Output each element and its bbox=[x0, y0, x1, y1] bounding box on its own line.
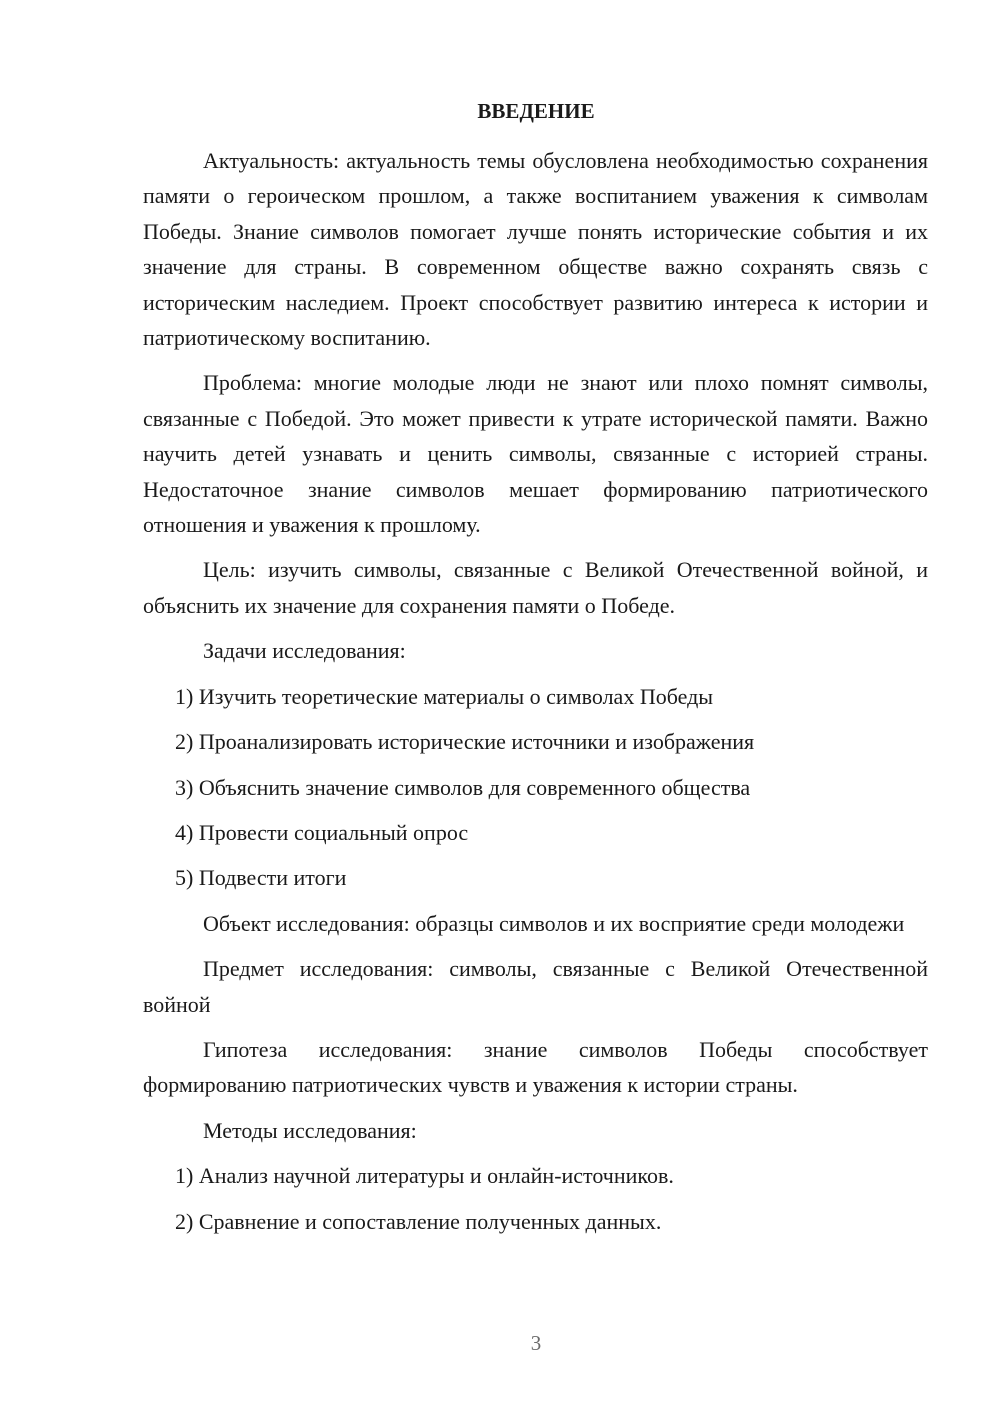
paragraph-object: Объект исследования: образцы символов и их восприятие среди молодежи bbox=[203, 910, 905, 936]
list-item-task-4: 4) Провести социальный опрос bbox=[175, 819, 469, 845]
paragraph-problem: Проблема: многие молодые люди не знают или плохо помнят символы, связанные с Победой. Это может привести к утрате исторической памяти. Важно научить детей узнавать и ценить символы, связанные с историей страны. Недостаточное знание символов мешает формированию патриотического отношения и уважения к прошлому. bbox=[143, 370, 928, 538]
methods-list bbox=[143, 1158, 928, 1239]
paragraph-hypothesis: Гипотеза исследования: знание символов Победы способствует формированию патриотических чувств и уважения к истории страны. bbox=[143, 1036, 928, 1098]
page-number: 3 bbox=[530, 1331, 542, 1355]
methods-title: Методы исследования: bbox=[203, 1117, 417, 1143]
section-heading: ВВЕДЕНИЕ bbox=[477, 99, 595, 123]
list-item-task-1: 1) Изучить теоретические материалы о символах Победы bbox=[175, 683, 714, 709]
list-item-method-1: 1) Анализ научной литературы и онлайн-источников. bbox=[175, 1163, 674, 1189]
tasks-list bbox=[143, 679, 928, 896]
tasks-title: Задачи исследования: bbox=[203, 638, 406, 664]
list-item-method-2: 2) Сравнение и сопоставление полученных данных. bbox=[175, 1208, 662, 1234]
document-body bbox=[143, 143, 928, 1249]
paragraph-relevance: Актуальность: актуальность темы обусловлена необходимостью сохранения памяти о героическом прошлом, а также воспитанием уважения к символам Победы. Знание символов помогает лучше понять исторические события и их значение для страны. В современном обществе важно сохранять связь с историческим наследием. Проект способствует развитию интереса к истории и патриотическому воспитанию. bbox=[143, 148, 928, 351]
list-item-task-3: 3) Объяснить значение символов для современного общества bbox=[175, 774, 751, 800]
list-item-task-5: 5) Подвести итоги bbox=[175, 865, 347, 891]
paragraph-goal: Цель: изучить символы, связанные с Великой Отечественной войной, и объяснить их значение для сохранения памяти о Победе. bbox=[143, 557, 928, 618]
list-item-task-2: 2) Проанализировать исторические источники и изображения bbox=[175, 729, 755, 755]
paragraph-subject: Предмет исследования: символы, связанные с Великой Отечественной войной bbox=[143, 956, 928, 1017]
